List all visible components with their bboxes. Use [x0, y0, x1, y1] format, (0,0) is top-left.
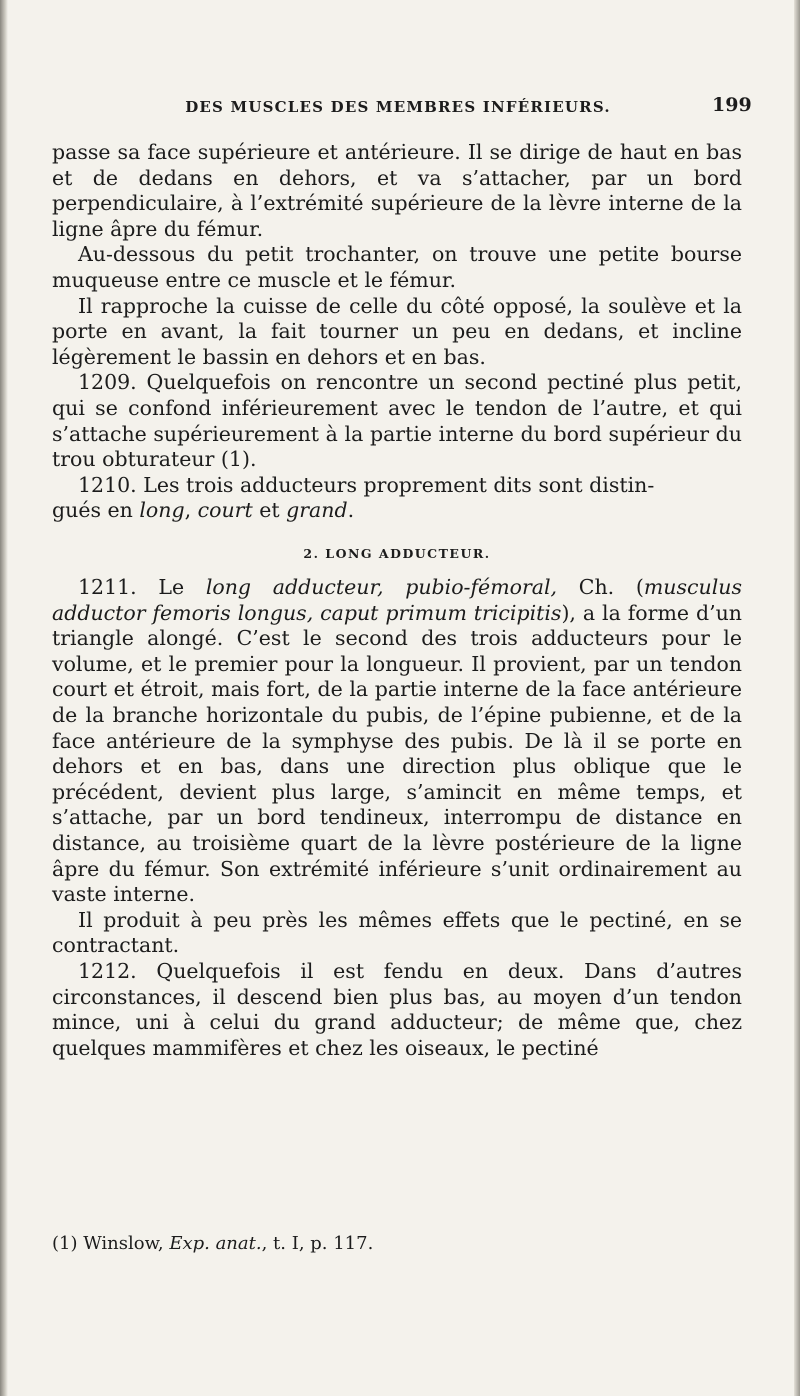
paragraph-bourse: Au-dessous du petit trochanter, on trouve une petite bourse muqueuse entre ce muscle et le fémur.	[52, 242, 742, 292]
paragraph-action: Il rapproche la cuisse de celle du côté opposé, la soulève et la porte en avant, la fait tourner un peu en dedans, et incline légèrement le bassin en dehors et en bas.	[52, 293, 742, 369]
term-long: long	[139, 498, 185, 523]
paragraph-continuation: passe sa face supérieure et antérieure. Il se dirige de haut en bas et de dedans en dehors, et va s’attacher, par un bord perpendiculaire, à l’extrémité supérieure de la lèvre interne de la ligne âpre du fémur.	[52, 140, 742, 241]
binding-edge	[0, 0, 8, 1396]
section-title: 2. LONG ADDUCTEUR.	[303, 546, 491, 561]
term-grand: grand	[286, 498, 348, 523]
latin-name: musculus adductor femoris longus, caput primum tricipitis	[52, 575, 742, 625]
page-edge	[794, 0, 800, 1396]
paragraph-1212: 1212. Quelquefois il est fendu en deux. Dans d’autres circonstances, il descend bien plus bas, au moyen d’un tendon mince, uni à celui du grand adducteur; de même que, chez quelques mammifères et chez les oiseaux, le pectiné	[52, 958, 742, 1060]
body-text-bottom	[52, 575, 742, 1061]
running-title: DES MUSCLES DES MEMBRES INFÉRIEURS.	[185, 98, 611, 116]
paragraph-effets: Il produit à peu près les mêmes effets que le pectiné, en se contractant.	[52, 907, 742, 958]
term-court: court	[197, 498, 253, 523]
body-text-top	[52, 140, 742, 524]
footnote: (1) Winslow, Exp. anat., t. I, p. 117.	[52, 1233, 374, 1254]
page-number: 199	[712, 94, 752, 116]
paragraph-1211: 1211. Le long adducteur, pubio-fémoral, Ch. (musculus adductor femoris longus, caput primum tricipitis), a la forme d’un triangle alongé. C’est le second des trois adducteurs pour le volume, et le premier pour la longueur. Il provient, par un tendon court et étroit, mais fort, de la partie interne de la face antérieure de la branche horizontale du pubis, de l’épine pubienne, et de la face antérieure de la symphyse des pubis. De là il se porte en dehors et en bas, dans une direction plus oblique que le précédent, devient plus large, s’amincit en même temps, et s’attache, par un bord tendineux, interrompu de distance en distance, au troisième quart de la lèvre postérieure de la ligne âpre du fémur. Son extrémité inférieure s’unit ordinairement au vaste interne.	[52, 575, 742, 907]
paragraph-1210: 1210. Les trois adducteurs proprement dits sont distin- gués en long, court et grand.	[52, 472, 655, 523]
paragraph-1209: 1209. Quelquefois on rencontre un second pectiné plus petit, qui se confond inférieurement avec le tendon de l’autre, et qui s’attache supérieurement à la partie interne du bord supérieur du trou obturateur (1).	[52, 370, 742, 472]
muscle-name: long adducteur, pubio-fémoral,	[205, 575, 558, 599]
